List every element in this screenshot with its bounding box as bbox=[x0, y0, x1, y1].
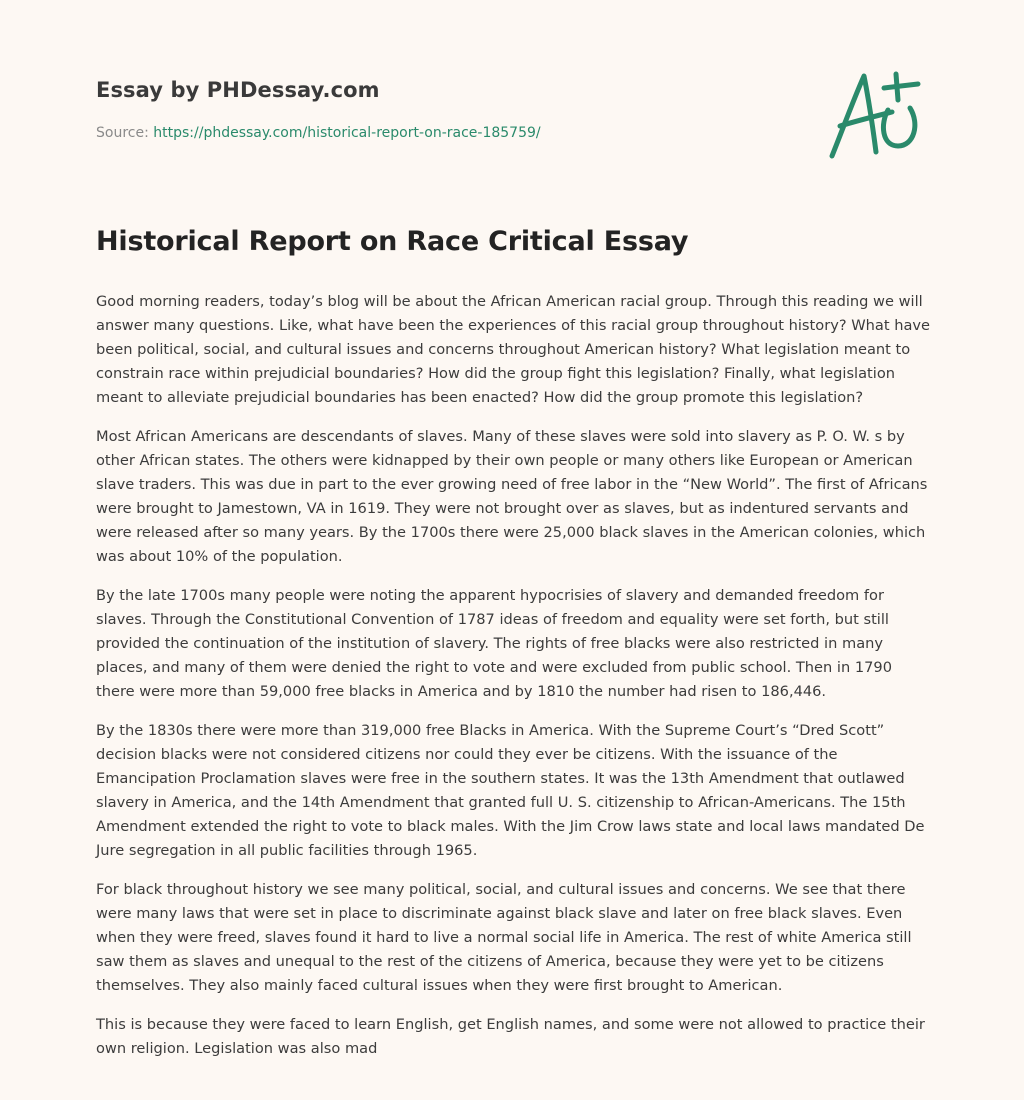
page-title: Historical Report on Race Critical Essay bbox=[96, 226, 689, 257]
article bbox=[96, 226, 934, 1076]
paragraph: Good morning readers, today’s blog will be about the African American racial group. Through this reading we will answer many questions. Like, what have been the experiences of this racial group throughout history? What have been political, social, and cultural issues and concerns throughout American history? What legislation meant to constrain race within prejudicial boundaries? How did the group fight this legislation? Finally, what legislation meant to alleviate prejudicial boundaries has been enacted? How did the group promote this legislation? bbox=[96, 293, 931, 406]
paragraph: By the 1830s there were more than 319,000 free Blacks in America. With the Supreme Court’s “Dred Scott” decision blacks were not considered citizens nor could they ever be citizens. With the issuance of the Emancipation Proclamation slaves were free in the southern states. It was the 13th Amendment that outlawed slavery in America, and the 14th Amendment that granted full U. S. citizenship to African-Americans. The 15th Amendment extended the right to vote to black males. With the Jim Crow laws state and local laws mandated De Jure segregation in all public facilities through 1965. bbox=[96, 722, 925, 859]
page-header bbox=[96, 72, 936, 172]
a-plus-logo bbox=[826, 66, 926, 162]
paragraph: This is because they were faced to learn English, get English names, and some were not allowed to practice their own religion. Legislation was also mad bbox=[96, 1016, 925, 1057]
source-link[interactable]: https://phdessay.com/historical-report-on-race-185759/ bbox=[153, 125, 541, 141]
paragraph: Most African Americans are descendants of slaves. Many of these slaves were sold into slavery as P. O. W. s by other African states. The others were kidnapped by their own people or many others like European or American slave traders. This was due in part to the ever growing need of free labor in the “New World”. The first of Africans were brought to Jamestown, VA in 1619. They were not brought over as slaves, but as indentured servants and were released after so many years. By the 1700s there were 25,000 black slaves in the American colonies, which was about 10% of the population. bbox=[96, 428, 928, 565]
source-line bbox=[96, 125, 541, 141]
brand-title: Essay by PHDessay.com bbox=[96, 78, 380, 102]
source-label: Source: bbox=[96, 125, 154, 141]
paragraph: By the late 1700s many people were noting the apparent hypocrisies of slavery and demanded freedom for slaves. Through the Constitutional Convention of 1787 ideas of freedom and equality were set forth, but still provided the continuation of the institution of slavery. The rights of free blacks were also restricted in many places, and many of them were denied the right to vote and were excluded from public school. Then in 1790 there were more than 59,000 free blacks in America and by 1810 the number had risen to 186,446. bbox=[96, 587, 892, 700]
paragraph: For black throughout history we see many political, social, and cultural issues and concerns. We see that there were many laws that were set in place to discriminate against black slave and later on free black slaves. Even when they were freed, slaves found it hard to live a normal social life in America. The rest of white America still saw them as slaves and unequal to the rest of the citizens of America, because they were yet to be citizens themselves. They also mainly faced cultural issues when they were first brought to American. bbox=[96, 881, 912, 994]
